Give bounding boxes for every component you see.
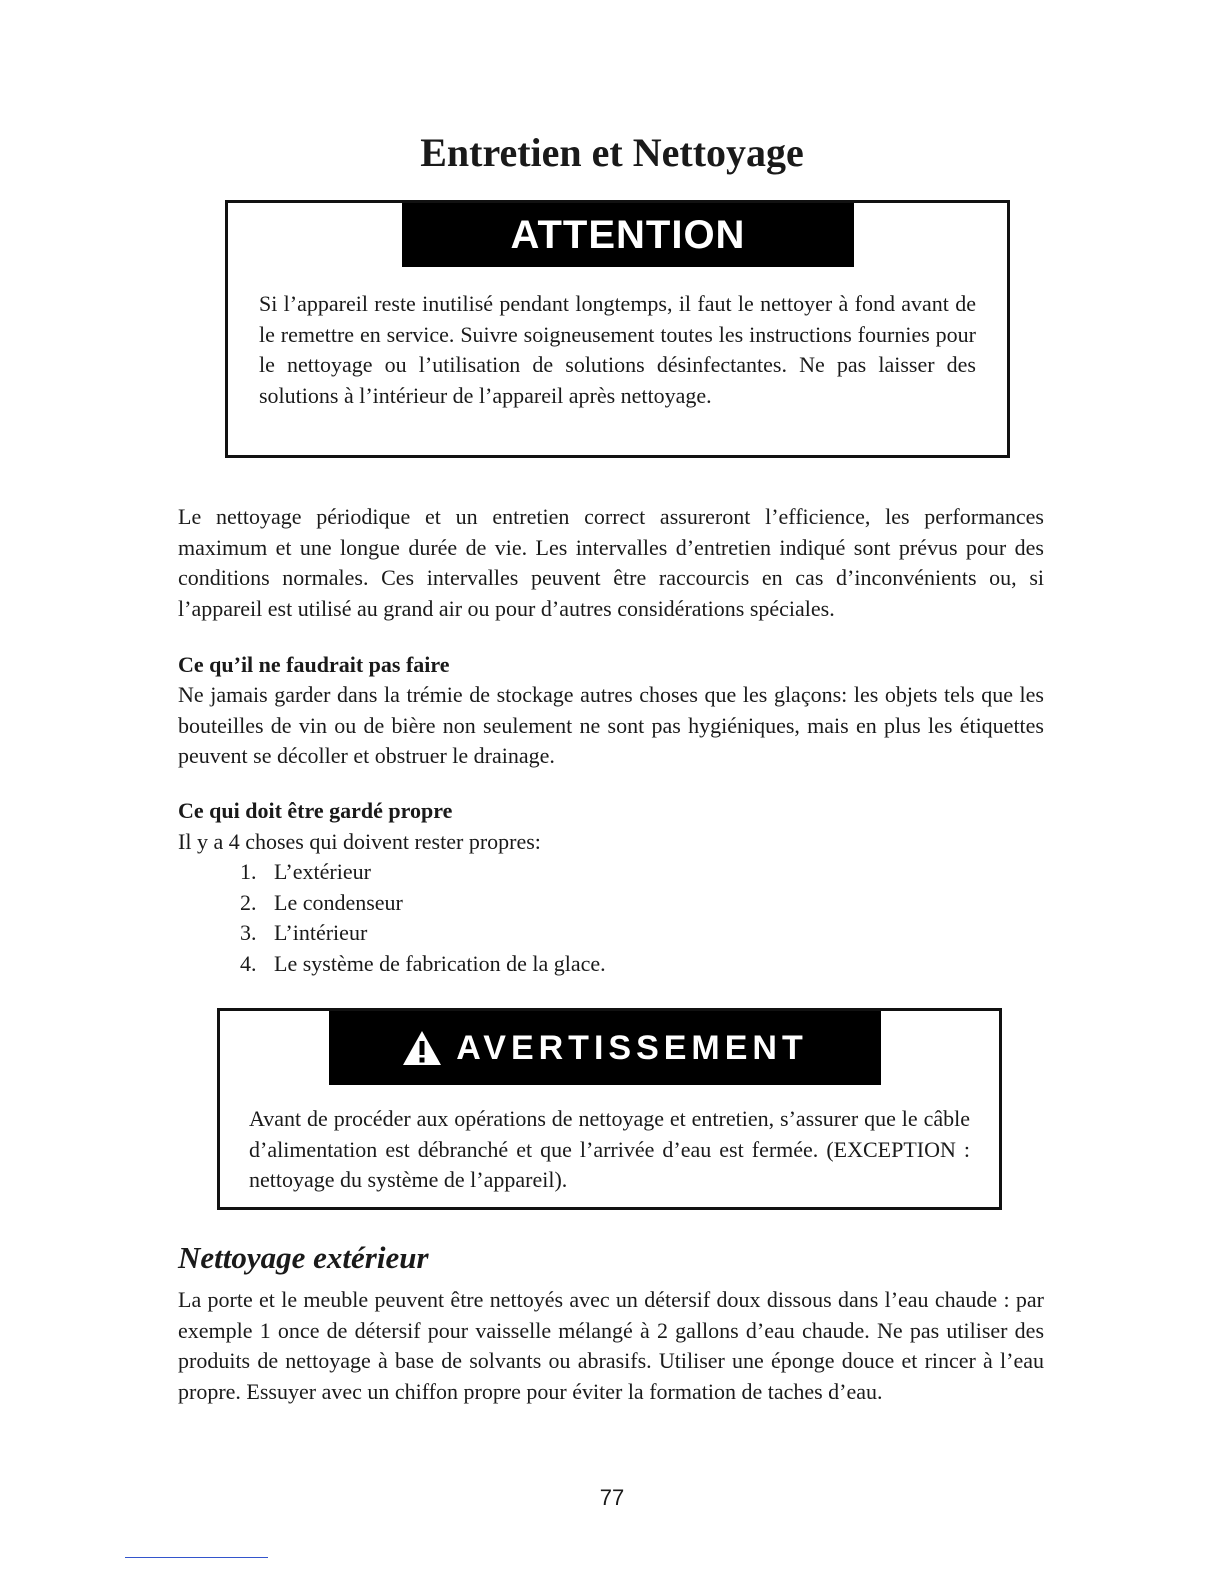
- clean-section-intro: Il y a 4 choses qui doivent rester propres:: [178, 829, 541, 854]
- exterior-section-heading: Nettoyage extérieur: [178, 1240, 429, 1275]
- list-item-label: Le système de fabrication de la glace.: [274, 950, 606, 976]
- list-item-label: L’extérieur: [274, 859, 371, 884]
- footer-rule: [125, 1557, 268, 1558]
- list-item-label: Le condenseur: [274, 889, 403, 915]
- warning-triangle-icon: [402, 1030, 442, 1066]
- clean-section-heading: Ce qui doit être gardé propre: [178, 798, 453, 823]
- list-item-number: 3.: [240, 920, 257, 945]
- warning-banner: [329, 1011, 881, 1085]
- warning-text: Avant de procéder aux opérations de nettoyage et entretien, s’assurer que le câble d’alimentation est débranché et que l’arrivée d’eau est fermée. (EXCEPTION : nettoyage du système de l’appareil).: [249, 1106, 970, 1192]
- clean-items-list: [240, 857, 606, 979]
- page-number: 77: [599, 1485, 625, 1510]
- attention-banner: ATTENTION: [402, 203, 854, 267]
- list-item-number: 2.: [240, 889, 257, 915]
- list-item: [240, 949, 606, 980]
- attention-box: [225, 200, 1010, 458]
- exterior-section-text: La porte et le meuble peuvent être nettoyés avec un détersif doux dissous dans l’eau chaude : par exemple 1 once de détersif pour vaisselle mélangé à 2 gallons d’eau chaude. Ne pas utiliser des produits de nettoyage à base de solvants ou abrasifs. Utiliser une éponge douce et rincer à l’eau propre. Essuyer avec un chiffon propre pour éviter la formation de taches d’eau.: [178, 1287, 1044, 1404]
- warning-banner-label: AVERTISSEMENT: [456, 1028, 808, 1067]
- list-item-label: L’intérieur: [274, 920, 368, 945]
- dont-section-text: Ne jamais garder dans la trémie de stockage autres choses que les glaçons: les objets tels que les bouteilles de vin ou de bière non seulement ne sont pas hygiéniques, mais en plus les étiquettes peuvent se décoller et obstruer le drainage.: [178, 682, 1044, 768]
- intro-paragraph: Le nettoyage périodique et un entretien correct assureront l’efficience, les performances maximum et une longue durée de vie. Les intervalles d’entretien indiqué sont prévus pour des conditions normales. Ces intervalles peuvent être raccourcis en cas d’inconvénients ou, si l’appareil est utilisé au grand air ou pour d’autres considérations spéciales.: [178, 504, 1044, 621]
- list-item: [240, 857, 606, 888]
- warning-box: [217, 1008, 1002, 1210]
- list-item-number: 1.: [240, 859, 257, 884]
- page-title: Entretien et Nettoyage: [420, 130, 804, 175]
- dont-section-heading: Ce qu’il ne faudrait pas faire: [178, 652, 450, 677]
- list-item: [240, 918, 606, 949]
- attention-text: Si l’appareil reste inutilisé pendant longtemps, il faut le nettoyer à fond avant de le remettre en service. Suivre soigneusement toutes les instructions fournies pour le nettoyage ou l’utilisation de solutions désinfectantes. Ne pas laisser des solutions à l’intérieur de l’appareil après nettoyage.: [259, 291, 976, 408]
- list-item: [240, 888, 606, 919]
- list-item-number: 4.: [240, 950, 257, 976]
